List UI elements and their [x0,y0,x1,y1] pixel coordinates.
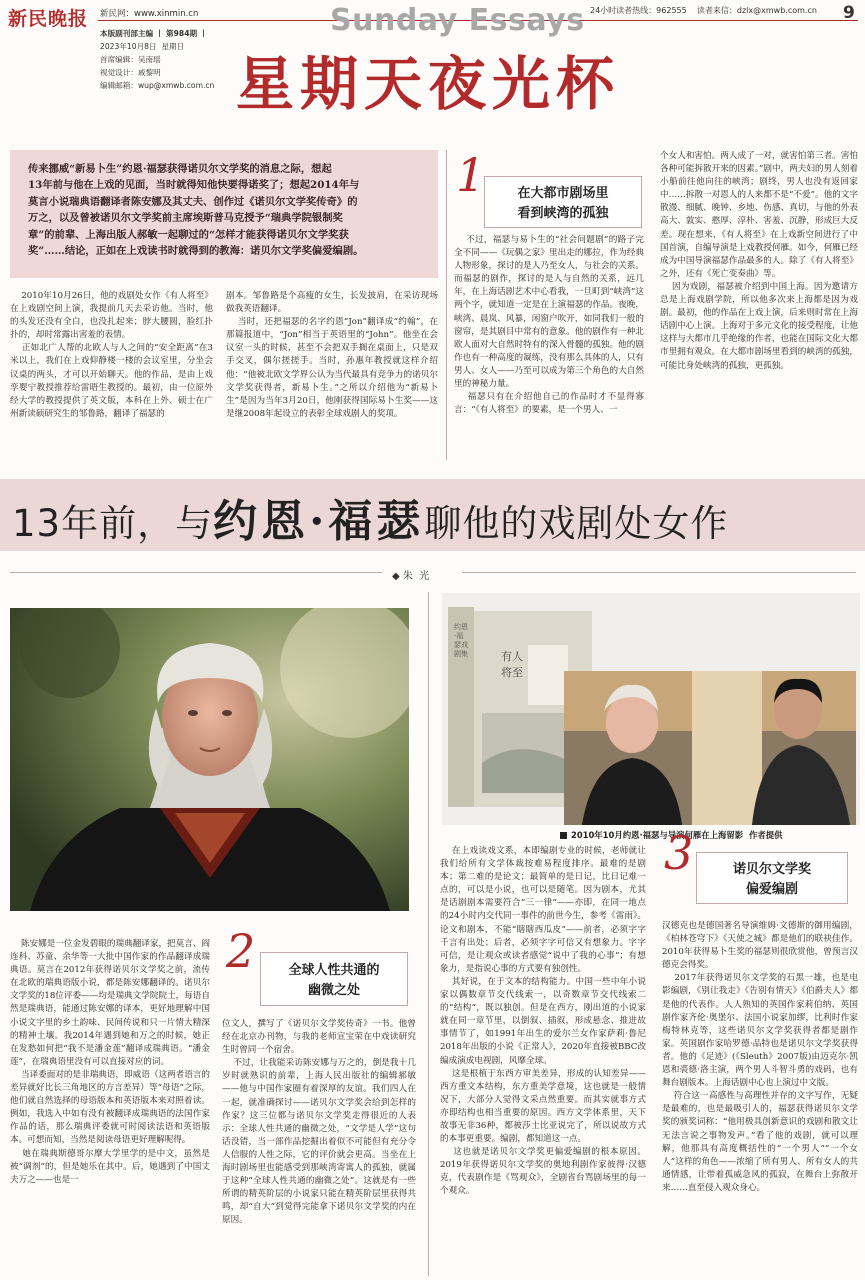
issue-meta [100,27,214,92]
chief-editor: 首席编辑：吴南瑶 [100,55,161,64]
issue-info: 本版副刊部主编 丨 第984期 丨 [100,29,208,38]
book-photo-illustration [442,593,860,825]
section-3-title: 诺贝尔文学奖 偏爱编剧 [732,862,811,897]
article-headline [12,485,728,549]
reader-hotline: 24小时读者热线：962555 读者来信：dzlx@xmwb.com.cn [590,6,817,15]
column-divider-lower [428,592,429,1276]
section-1-number: 1 [456,148,486,202]
headline-suffix: 聊他的戏剧处女作 [424,502,729,545]
section-2-number: 2 [226,924,256,978]
byline: ◆ 朱 光 [392,571,430,582]
intro-text: 传来挪威“新易卜生”约恩·福瑟获得诺贝尔文学奖的消息之际，想起 13年前与他在上戏的见面，当时就得知他快要得诺奖了；想起2014年与 莫言小说瑞典语翻译者陈安娜及其丈夫、创作过《诺贝尔文学奖传奇》的 万之，以及曾被诺贝尔文学奖前主席埃斯普马克授予“瑞典学院银制奖 章”的前辈、上海出版人郝敏一起聊过的“怎样才能获得诺贝尔文学奖获 奖”……结论，正如在上戏读书时就得到的教海：诺贝尔文学奖偏爱编剧。 [28,163,364,258]
section-3-number: 3 [664,826,694,880]
photo-caption-text: 2010年10月约恩·福瑟与导演何雁在上海留影 作者提供 [571,830,783,840]
body-column-top-left: 2010年10月26日，他的戏剧处女作《有人将至》在上戏剧空间上演，我提前几天去采访他。当时，他的头发还没有全白，也没扎起来；脖大腰圆，脸红扑扑的，却时常露出害羞的表情。 正如北广人帮的北欧人与人之间的“安全距离”在3米以上，我们在上戏仰静楼一楼的会议室里，分坐会议桌的两头，才可以开始聊天。他的作品，是由上戏孪婴宁教授推荐给雷晤生教授的。最初，由一位原外经大学的教授提供了英文版，本科在上外、硕士在广州新读硕研究生的邹鲁路，翻译了福瑟的 [10,291,213,419]
body-column-bottom-mid: 位文人，撰写了《诺贝尔文学奖传奇》一书。他曾经在北京办刊物，与我的老师宣宝荣在中戏读研究生时曾同一个宿舍。 不过，让我能采访陈安娜与万之的，倒是我十几岁时就熟识的前辈，上海人民出版社的编辑郝敏——他与中国作家圈有着深厚的友谊。我们四人在一起，就准确探讨——诺贝尔文学奖会给到怎样的作家？这三位都与诺贝尔文学奖走得很近的人表示：全球人性共通的幽微之处，“文学是人学”这句话没错，当一部作品挖掘出着似不可能但有充分令人信服的人性之际，它的评价就会更高。当坐在上海时剧场里也能感受到那峡湾寄寓人的孤独，就属于这种“全球人性共通的幽微之处”。这就是有一些所谓的精英阶层的小说家只能在精英阶层里获得共鸣，却“自大”到觉得完能拿下诺贝尔文学奖的内在原因。 [222,1019,416,1226]
body-column-section-1: 不过，福瑟与易卜生的“社会问题剧”的路子完全不同——《玩偶之家》里出走的娜拉，作为经典人物形象，探讨的是人乃至女人，与社会的关系。而福瑟的剧作，探讨的是人与自然的关系，远几年，在上海话剧艺术中心看我，一旦町到“峡湾”这两个字，就知道一定是在上演福瑟的作品。夜晚，峡湾、晨岚、风暴，闲窗户吹开，如同我们一般的窗帘，是其剧目中常有的意象。他的剧作有一种北欧人面对大自然时特有的深入骨髓的孤独。他的剧作也有一种高度的凝练，没有那么具体的人，只有男人、女人——乃至可以成为第三个角色的大自然里的神秘力量。 福瑟只有在介绍他自己的作品时才不显得寡言：“《有人将至》的要素，是一个男人、一 [454,235,644,416]
portrait-photo [10,608,409,911]
section-chinese-title: 星期天夜光杯 [236,50,621,118]
body-column-section-3-right: 汉德克也是德国著名导演维姆·文德斯的御用编剧，《柏林苍穹下》《天使之城》都是他们的联袂佳作。2010年获得易卜生奖的福瑟则很欣赏他，曾预言汉德克会得奖。 2017年获得诺贝尔文学奖的石黑一雄，也是电影编剧，《别让我走》《告别有情天》《伯爵夫人》都是他的代表作。人人熟知的英国作家莉伯纳、英国剧作家齐伦·奥堡尔、法国小说家加缪，比利时作家梅特林克等，这些诺贝尔文学奖获得者都是剧作家。英国剧作家哈罗德·品特也是诺贝尔文学奖获得者。他的《足迹》(《Sleuth》2007版)由迈克尔·凯恩和裘德·洛主演，两个男人斗智斗勇的戏码，也有舞台剧版本。上海话剧中心也上演过中文版。 符合这一高感性与高理性并存的文字写作，无疑是最难的，也是最吸引人的，福瑟获得诺贝尔文学奖的颁奖词称：“他用极具创新意识的戏剧和散文让无法言说之事物发声。”看了他的戏剧，就可以理解，他那具有高度概括性的“一个男人”“一个女人”这样的角色——浓缩了所有男人、所有女人的共通情感，让带着孤威急风的孤寂，在舞台上弥散开来……直至侵入观众身心。 [662,921,858,1193]
headline-prefix: 13年前，与 [12,502,214,545]
newspaper-logo: 新民晚报 [8,8,89,30]
body-column-top-mid: 剧本。邹鲁路是个高瘦的女生，长发披肩，在采访现场做我英语翻译。 当时，还把福瑟的名字约恩“Jon”翻译成“约翰”，在那篇报道中，“Jon”相当于英语里的“John”。他坐在会议室一头的时候，甚至不会把双手搁在桌面上，只是双手交叉，偶尔搓搓手。当时，孙惠年教授就这样介绍他：“他被北欧文学界公认为当代最具有竞争力的诺贝尔文学奖获得者，新易卜生。”之所以介绍他为“新易卜生”是因为当年3月20日，他刚获得国际易卜生奖——这是继2008年起设立的表彰全球戏剧人的奖项。 [226,291,438,419]
issue-date: 2023年10月8日 星期日 [100,42,185,51]
headline-name: 约恩·福瑟 [213,496,425,547]
caption-square-icon [560,832,567,839]
book-cover-title: 有人 将至 [501,650,523,679]
body-column-top-right: 个女人和害怕。两人成了一对，就害怕第三者。害怕各种可能拆散开来的因素。”剧中，两夫妇的男人刻着小船前往他向往的峡湾；剧终，男人也没有返回家中……拆散一对恩人的人来都不是“不爱”。他的文字散漫、细腻、晚钟、乡地、伤感、真切，与他的外表高大、敦实、憨厚、淳朴、害羞、沉静，形成巨大反差。现在想来，《有人将至》在上戏新空间进行了中国首演，自编导演是上戏教授何雁。如今，何雁已经成为中国导演福瑟作品最多的人。除了《有人将至》之外，还有《死亡变奏曲》等。 因为戏剧，福瑟被介绍到中国上海。因为邀请方总是上海戏剧学院，所以他多次来上海都是因为戏剧。最初，他的作品在上戏上演，后来则时常在上海话剧中心上演。上海对于多元文化的接受程度，让他这样与大都市几乎绝缘的作者，也能在国际文化大都市里拥有观众。在大都市剧场里看到的峡湾的孤独，可能比身处峡湾的孤独，更孤独。 [660,151,858,371]
visual-designer: 视觉设计：戚黎明 [100,68,161,77]
body-column-section-3-left: 在上戏读戏文系，本即编剧专业的时候，老师就让我们给所有文学体裁按难易程度排序。最难的是剧本；第二难的是论文；最简单的是日记，比日记难一点的，可以是小说，也可以是随笔。因为剧本，尤其是话剧剧本需要符合“三一律”——亦即，在同一地点的24小时内交代同一事件的前世今生，参考《雷雨》。论文和剧本，不能“瞎瞎西瓜皮”——前者，必须字字千言有出处；后者，必须字字可信又有想象力。字字可信，是让观众或读者感觉“说中了我的心事”；有想象力，是指说心事的方式要有独创性。 其好说，在于文本的结构能力。中国一些中年小说家以偶数章节交代线索一，以奇数章节交代线索二的“结构”，既以独创。但是在西方，刚出道的小说家就在同一章节里，以倒叙、插叙，形成悬念、推进故事情节了，如1991年出生的爱尔兰女作家萨莉·鲁尼2018年出版的小说《正常人》，2020年直接被BBC改编成演成电视剧，风靡全球。 这是根植于东西方审美差异，形成的认知差异——西方重文本结构，东方重美学意境，这也就是一般情况下，大部分人觉得文采点然重要。而其实就事方式亦即结构也相当重要的原因。西方文学体系里，天下故事无非36种，都被莎士比亚说完了，所以说故方式的本事更重要。编剧，都知道这一点。 这也就是诺贝尔文学奖更偏爱编剧的根本原因。2019年获得诺贝尔文学奖的奥地利剧作家彼得·汉德克，代表剧作是《骂观众》，全剧省台骂剧场里的每一个观众。 [440,846,646,1197]
byline-rule-right [462,572,856,573]
byline-rule-left [10,572,382,573]
section-2-title: 全球人性共通的 幽微之处 [288,963,380,998]
editor-email: 编辑邮箱：wup@xmwb.com.cn [100,81,215,90]
column-divider [446,150,447,460]
site-url: 新民网：www.xinmin.cn [100,9,199,19]
section-english-title: Sunday Essays [330,3,585,38]
section-1-title: 在大都市剧场里 看到峡湾的孤独 [517,186,609,221]
book-spine-title: 约恩·福瑟戏剧集 [454,623,468,658]
body-column-bottom-left: 陈安娜是一位金发碧眼的瑞典翻译家，把莫言、阎连科、苏童、余华等一大批中国作家的作品翻译成瑞典语。莫言在2012年获得诺贝尔文学奖之前，流传在北欧的瑞典语版小说，都是陈安娜翻译的。诺贝尔文学奖的18位评委——均是瑞典文学院院士，每语自然是瑞典语，能通过陈安娜的译本，更好地理解中国小说文字里的乡土韵味、民间传说和只一片情大精深的精神土壤。我2014年遇到她和万之的时候，她正在发愁如何把“我不是潘金莲”翻译成瑞典语。“潘金莲”，在瑞典语里没有可以直接对应的词。 当译委面对的是非瑞典语，即威语（这两者语言的差异就好比长三角地区的方言差异）等“母语”之际，他们就自然选择的母语版本和英语版本来对照着读。例如，我选入中如有没有被翻译成瑞典语的法国作家作品的话，那么瑞典评委就可时阅读法语和英语版本。可想而知，当然是阅读母语更好理解呢得。 她在瑞典斯德哥尔摩大学里学的是中文，虽然是被“调剂”的，但是她乐在其中。后，她遇到了中国丈夫万之——也是一 [10,939,210,1185]
page-number: 9 [843,3,855,23]
portrait-illustration [10,608,409,911]
book-and-photo [442,593,860,825]
